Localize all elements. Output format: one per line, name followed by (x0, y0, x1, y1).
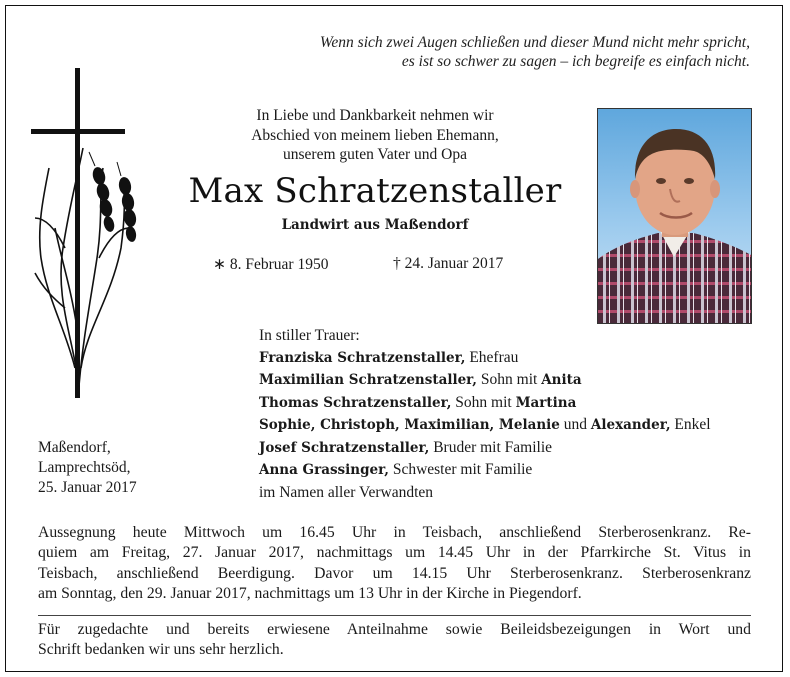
thanks-line: Schrift bedanken wir uns sehr herzlich. (38, 641, 284, 658)
funeral-line: quiem am Freitag, 27. Januar 2017, nachmittags um 14.45 Uhr in der Pfarrkirche St. Vitus in (38, 544, 751, 562)
quote-line: Wenn sich zwei Augen schließen und dieser Mund nicht mehr spricht, (319, 34, 750, 51)
intro-text (200, 106, 550, 165)
mourners-closing: im Namen aller Verwandten (259, 483, 434, 501)
place-line: Maßendorf, (38, 439, 111, 456)
funeral-line: Aussegnung heute Mittwoch um 16.45 Uhr in Teisbach, anschließend Sterberosenkranz. Re- (38, 524, 751, 541)
thanks-text (38, 620, 751, 660)
death-date: † 24. Januar 2017 (393, 255, 504, 272)
mourners-list (259, 325, 711, 503)
cross-with-wheat-icon (25, 68, 155, 404)
funeral-line: Teisbach, anschließend Beerdigung. Davor um 14.15 Uhr Sterberosenkranz. Sterberosenkranz (38, 564, 751, 582)
thanks-line: Für zugedachte und bereits erwiesene Anteilnahme sowie Beileidsbezeigungen in Wort und (38, 621, 751, 638)
mourner-row: Maximilian Schratzenstaller, Sohn mit Anita (259, 371, 582, 388)
funeral-line: am Sonntag, den 29. Januar 2017, nachmittags um 13 Uhr in der Kirche in Piegendorf. (38, 584, 582, 602)
mourner-row: Thomas Schratzenstaller, Sohn mit Martina (259, 393, 577, 411)
mourner-row: Sophie, Christoph, Maximilian, Melanie und Alexander, Enkel (259, 416, 711, 433)
divider (38, 615, 751, 616)
quote-line: es ist so schwer zu sagen – ich begreife es einfach nicht. (401, 53, 750, 70)
birth-date: ∗ 8. Februar 1950 (213, 256, 329, 273)
funeral-details (38, 523, 751, 604)
opening-quote (200, 33, 750, 71)
place-line: Lamprechtsöd, (38, 459, 131, 476)
intro-line: unserem guten Vater und Opa (283, 146, 467, 163)
intro-line: In Liebe und Dankbarkeit nehmen wir (256, 107, 494, 124)
portrait-photo (597, 108, 752, 324)
deceased-name: Max Schratzenstaller (188, 171, 562, 211)
deceased-occupation: Landwirt aus Maßendorf (281, 217, 469, 233)
mourner-row: Anna Grassinger, Schwester mit Familie (259, 461, 533, 478)
mourner-row: Franziska Schratzenstaller, Ehefrau (259, 348, 519, 366)
place-line: 25. Januar 2017 (38, 479, 137, 496)
mourner-row: Josef Schratzenstaller, Bruder mit Familie (259, 438, 553, 456)
mourners-heading: In stiller Trauer: (259, 327, 360, 344)
place-and-date (38, 438, 137, 498)
intro-line: Abschied von meinem lieben Ehemann, (251, 126, 499, 144)
